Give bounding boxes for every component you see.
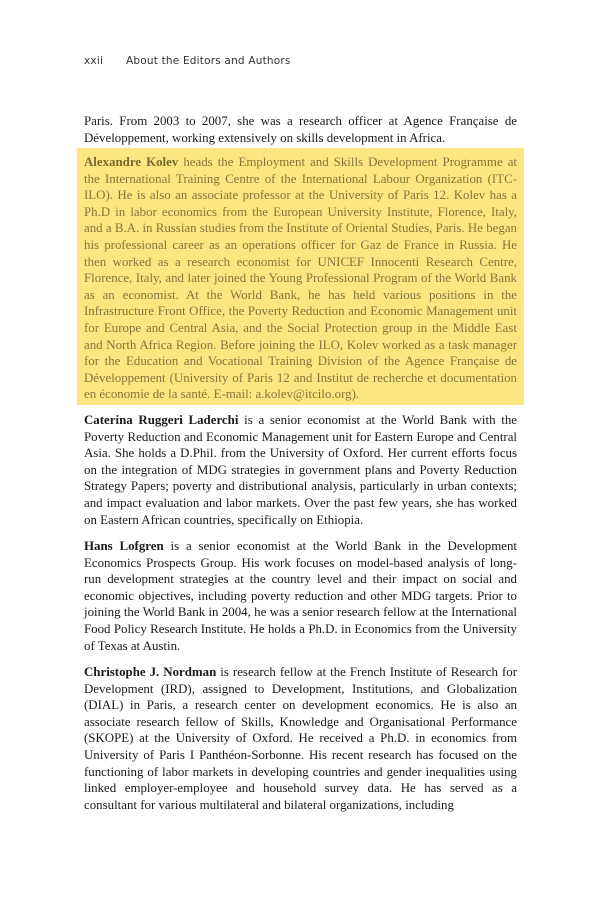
paragraph-text: is research fellow at the French Institute of Research for Development (IRD), assigned to Development, Institutions, and Globalization (DIAL) in Paris, a research center on development economics. He is also an associate research fellow of Skills, Knowledge and Organisational Performance (SKOPE) at the University of Oxford. He received a Ph.D. in economics from University of Paris I Panthéon-Sorbonne. His recent research has focused on the functioning of labor markets in developing countries and gender inequalities using linked employer-employee and household survey data. He has served as a consultant for various multilateral and bilateral organizations, including xyxy=(84,665,517,812)
paragraph-text: heads the Employment and Skills Development Programme at the International Training Centre of the International Labour Organization (ITC-ILO). He is also an associate professor at the University of Paris 12. Kolev has a Ph.D in labor economics from the European University Institute, Florence, Italy, and a B.A. in Russian studies from the Institute of Oriental Studies, Paris. He began his professional career as an operations officer for Gaz de France in Russia. He then worked as a research economist for UNICEF Innocenti Research Centre, Florence, Italy, and later joined the Young Professional Program of the World Bank as an economist. At the World Bank, he has held various positions in the Infrastructure Front Office, the Poverty Reduction and Economic Management unit for Europe and Central Asia, and the Social Protection group in the Middle East and North Africa Region. Before joining the ILO, Kolev worked as a task manager for the Education and Vocational Training Division of the Agence Française de Développement (University of Paris 12 and Institut de recherche et documentation en économie de la santé. E-mail: a.kolev@itcilo.org). xyxy=(84,155,517,402)
bio-paragraph-continued xyxy=(84,113,517,146)
page-number: xxii xyxy=(84,55,104,67)
running-header xyxy=(84,55,291,67)
paragraph-text: is a senior economist at the World Bank with the Poverty Reduction and Economic Management unit for Eastern Europe and Central Asia. She holds a D.Phil. from the University of Oxford. Her current efforts focus on the integration of MDG strategies in government plans and Poverty Reduction Strategy Papers; poverty and distributional analysis, particularly in urban contexts; and impact evaluation and labor markets. Over the past few years, she has worked on Eastern African countries, specifically on Ethiopia. xyxy=(84,413,517,527)
author-name: Christophe J. Nordman xyxy=(84,665,217,679)
bio-paragraph-laderchi xyxy=(84,412,517,528)
author-name: Caterina Ruggeri Laderchi xyxy=(84,413,239,427)
author-name: Hans Lofgren xyxy=(84,539,164,553)
bio-paragraph-lofgren xyxy=(84,538,517,654)
section-title: About the Editors and Authors xyxy=(126,55,291,67)
paragraph-text: is a senior economist at the World Bank in the Development Economics Prospects Group. His work focuses on model-based analysis of long-run development strategies at the country level and their impact on social and economic objectives, including poverty reduction and other MDG targets. Prior to joining the World Bank in 2004, he was a senior research fellow at the International Food Policy Research Institute. He holds a Ph.D. in Economics from the University of Texas at Austin. xyxy=(84,539,517,653)
paragraph-text: Paris. From 2003 to 2007, she was a research officer at Agence Française de Développement, working extensively on skills development in Africa. xyxy=(84,114,517,145)
author-name: Alexandre Kolev xyxy=(84,155,179,169)
bio-paragraph-kolev xyxy=(84,154,517,403)
bio-paragraph-nordman xyxy=(84,664,517,813)
